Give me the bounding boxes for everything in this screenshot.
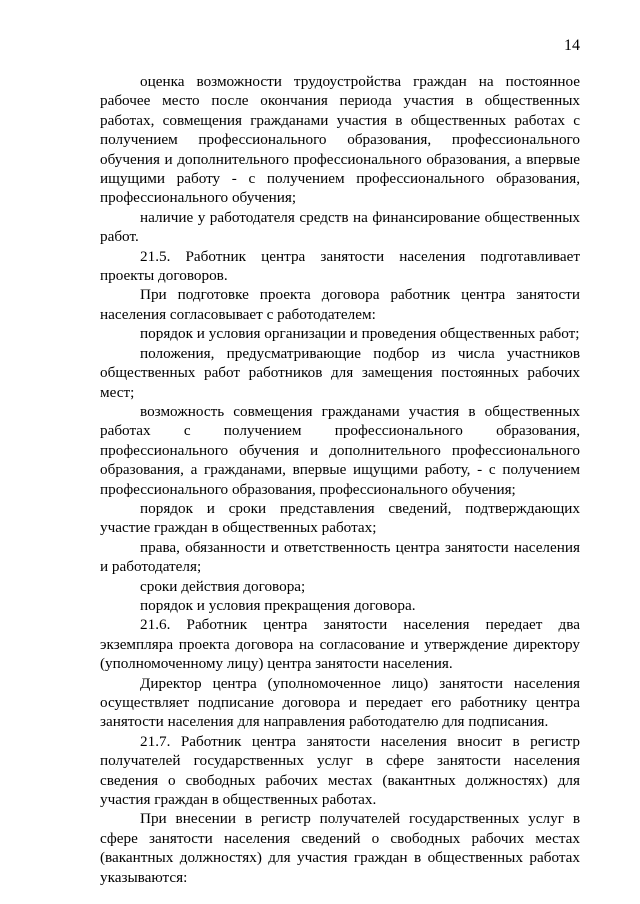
- paragraph: оценка возможности трудоустройства граждан на постоянное рабочее место после окончания периода участия в общественных работах, совмещения гражданами участия в общественных работах с получением профессионального образования, профессионального обучения и дополнительного профессионального образования, а впервые ищущими работу - с получением профессионального образования, профессионального обучения;: [100, 73, 580, 207]
- paragraph: При подготовке проекта договора работник центра занятости населения согласовывает с работодателем:: [100, 286, 580, 323]
- paragraph: сроки действия договора;: [140, 577, 306, 595]
- paragraph: порядок и условия прекращения договора.: [140, 596, 416, 614]
- paragraph: 21.6. Работник центра занятости населения передает два экземпляра проекта договора на согласование и утверждение директору (уполномоченному лицу) центра занятости населения.: [100, 616, 580, 673]
- paragraph: 21.7. Работник центра занятости населения вносит в регистр получателей государственных услуг в сфере занятости населения сведения о свободных рабочих местах (вакантных должностях) для участия граждан в общественных работах.: [100, 732, 580, 809]
- paragraph: 21.5. Работник центра занятости населения подготавливает проекты договоров.: [100, 247, 580, 285]
- paragraph: При внесении в регистр получателей государственных услуг в сфере занятости населения сведений о свободных рабочих местах (вакантных должностях) для участия граждан в общественных работах указываются:: [100, 810, 580, 886]
- paragraph: наличие у работодателя средств на финансирование общественных работ.: [100, 208, 580, 246]
- page-number: 14: [564, 37, 580, 54]
- paragraph: порядок и сроки представления сведений, подтверждающих участие граждан в общественных работах;: [100, 499, 580, 537]
- paragraph: положения, предусматривающие подбор из числа участников общественных работ работников для замещения постоянных рабочих мест;: [100, 344, 580, 401]
- paragraph: порядок и условия организации и проведения общественных работ;: [140, 325, 580, 343]
- document-body: [100, 72, 580, 887]
- paragraph: Директор центра (уполномоченное лицо) занятости населения осуществляет подписание договора и передает его работнику центра занятости населения для направления работодателю для подписания.: [100, 674, 580, 731]
- paragraph: права, обязанности и ответственность центра занятости населения и работодателя;: [100, 538, 580, 576]
- paragraph: возможность совмещения гражданами участия в общественных работах с получением профессионального образования, профессионального обучения и дополнительного профессионального образования, а гражданами, впервые ищущими работу, - с получением профессионального образования, профессионального обучения;: [100, 402, 580, 498]
